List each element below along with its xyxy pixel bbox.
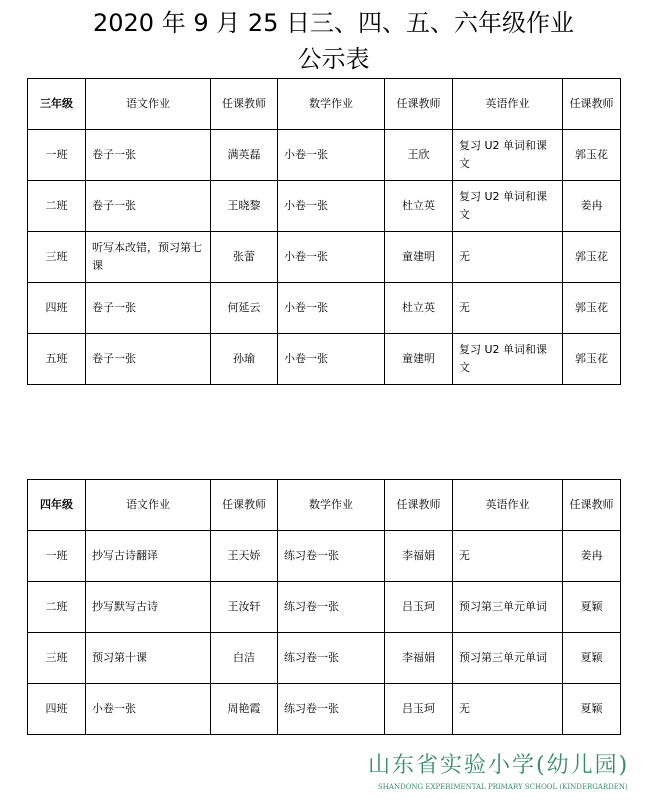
math-homework: 练习卷一张 xyxy=(278,582,385,633)
school-logo-en: SHANDONG EXPERIMENTAL PRIMARY SCHOOL (KINDERGARDEN) xyxy=(378,783,628,791)
class-name: 二班 xyxy=(28,181,86,232)
english-homework: 预习第三单元单词 xyxy=(453,582,563,633)
math-teacher: 童建明 xyxy=(385,232,453,283)
header-english: 英语作业 xyxy=(453,79,563,130)
math-teacher: 童建明 xyxy=(385,334,453,385)
english-teacher: 郭玉花 xyxy=(563,130,621,181)
math-teacher: 杜立英 xyxy=(385,283,453,334)
math-homework: 小卷一张 xyxy=(278,232,385,283)
grade3-table xyxy=(27,78,621,385)
english-homework: 无 xyxy=(453,684,563,735)
english-teacher: 郭玉花 xyxy=(563,232,621,283)
chinese-homework: 听写本改错，预习第七课 xyxy=(86,232,211,283)
chinese-homework: 卷子一张 xyxy=(86,283,211,334)
table-row xyxy=(28,684,621,735)
class-name: 三班 xyxy=(28,232,86,283)
table-row xyxy=(28,633,621,684)
math-homework: 小卷一张 xyxy=(278,283,385,334)
table-row xyxy=(28,232,621,283)
math-teacher: 李福娟 xyxy=(385,531,453,582)
math-teacher: 李福娟 xyxy=(385,633,453,684)
english-homework: 预习第三单元单词 xyxy=(453,633,563,684)
header-chinese: 语文作业 xyxy=(86,480,211,531)
page-title: 2020 年 9 月 25 日三、四、五、六年级作业 xyxy=(92,9,575,37)
grade-label: 四年级 xyxy=(28,480,86,531)
english-teacher: 夏颖 xyxy=(563,582,621,633)
grade4-table xyxy=(27,479,621,735)
class-name: 三班 xyxy=(28,633,86,684)
class-name: 四班 xyxy=(28,283,86,334)
chinese-homework: 抄写默写古诗 xyxy=(86,582,211,633)
class-name: 一班 xyxy=(28,130,86,181)
english-homework: 复习 U2 单词和课文 xyxy=(453,181,563,232)
table-row xyxy=(28,130,621,181)
chinese-homework: 卷子一张 xyxy=(86,130,211,181)
english-teacher: 郭玉花 xyxy=(563,283,621,334)
math-homework: 小卷一张 xyxy=(278,130,385,181)
header-chinese: 语文作业 xyxy=(86,79,211,130)
english-teacher: 夏颖 xyxy=(563,684,621,735)
chinese-homework: 抄写古诗翻译 xyxy=(86,531,211,582)
math-homework: 练习卷一张 xyxy=(278,633,385,684)
chinese-teacher: 张蕾 xyxy=(211,232,278,283)
math-homework: 练习卷一张 xyxy=(278,684,385,735)
header-teacher: 任课教师 xyxy=(211,79,278,130)
header-teacher: 任课教师 xyxy=(563,79,621,130)
chinese-teacher: 周艳霞 xyxy=(211,684,278,735)
grade3-table-body xyxy=(28,79,621,385)
chinese-teacher: 王天娇 xyxy=(211,531,278,582)
english-homework: 复习 U2 单词和课文 xyxy=(453,130,563,181)
table-row xyxy=(28,582,621,633)
math-homework: 小卷一张 xyxy=(278,181,385,232)
math-homework: 小卷一张 xyxy=(278,334,385,385)
table-header-row xyxy=(28,79,621,130)
english-homework: 无 xyxy=(453,531,563,582)
table-row xyxy=(28,181,621,232)
english-homework: 无 xyxy=(453,283,563,334)
class-name: 四班 xyxy=(28,684,86,735)
english-teacher: 郭玉花 xyxy=(563,334,621,385)
header-teacher: 任课教师 xyxy=(385,480,453,531)
grade4-table-body xyxy=(28,480,621,735)
header-math: 数学作业 xyxy=(278,79,385,130)
english-teacher: 姜冉 xyxy=(563,531,621,582)
chinese-homework: 小卷一张 xyxy=(86,684,211,735)
english-homework: 无 xyxy=(453,232,563,283)
chinese-homework: 预习第十课 xyxy=(86,633,211,684)
header-teacher: 任课教师 xyxy=(211,480,278,531)
class-name: 二班 xyxy=(28,582,86,633)
class-name: 一班 xyxy=(28,531,86,582)
table-header-row xyxy=(28,480,621,531)
chinese-homework: 卷子一张 xyxy=(86,334,211,385)
header-english: 英语作业 xyxy=(453,480,563,531)
chinese-teacher: 孙瑜 xyxy=(211,334,278,385)
chinese-homework: 卷子一张 xyxy=(86,181,211,232)
math-teacher: 吕玉珂 xyxy=(385,684,453,735)
math-teacher: 吕玉珂 xyxy=(385,582,453,633)
chinese-teacher: 白洁 xyxy=(211,633,278,684)
math-teacher: 王欣 xyxy=(385,130,453,181)
chinese-teacher: 满英磊 xyxy=(211,130,278,181)
table-row xyxy=(28,334,621,385)
english-teacher: 姜冉 xyxy=(563,181,621,232)
page-subtitle: 公示表 xyxy=(297,45,370,73)
chinese-teacher: 王汝轩 xyxy=(211,582,278,633)
table-row xyxy=(28,531,621,582)
english-teacher: 夏颖 xyxy=(563,633,621,684)
math-homework: 练习卷一张 xyxy=(278,531,385,582)
school-logo-cn: 山东省实验小学(幼儿园) xyxy=(368,753,630,778)
header-teacher: 任课教师 xyxy=(385,79,453,130)
header-teacher: 任课教师 xyxy=(563,480,621,531)
table-row xyxy=(28,283,621,334)
english-homework: 复习 U2 单词和课文 xyxy=(453,334,563,385)
grade-label: 三年级 xyxy=(28,79,86,130)
chinese-teacher: 何延云 xyxy=(211,283,278,334)
math-teacher: 杜立英 xyxy=(385,181,453,232)
header-math: 数学作业 xyxy=(278,480,385,531)
chinese-teacher: 王晓黎 xyxy=(211,181,278,232)
class-name: 五班 xyxy=(28,334,86,385)
